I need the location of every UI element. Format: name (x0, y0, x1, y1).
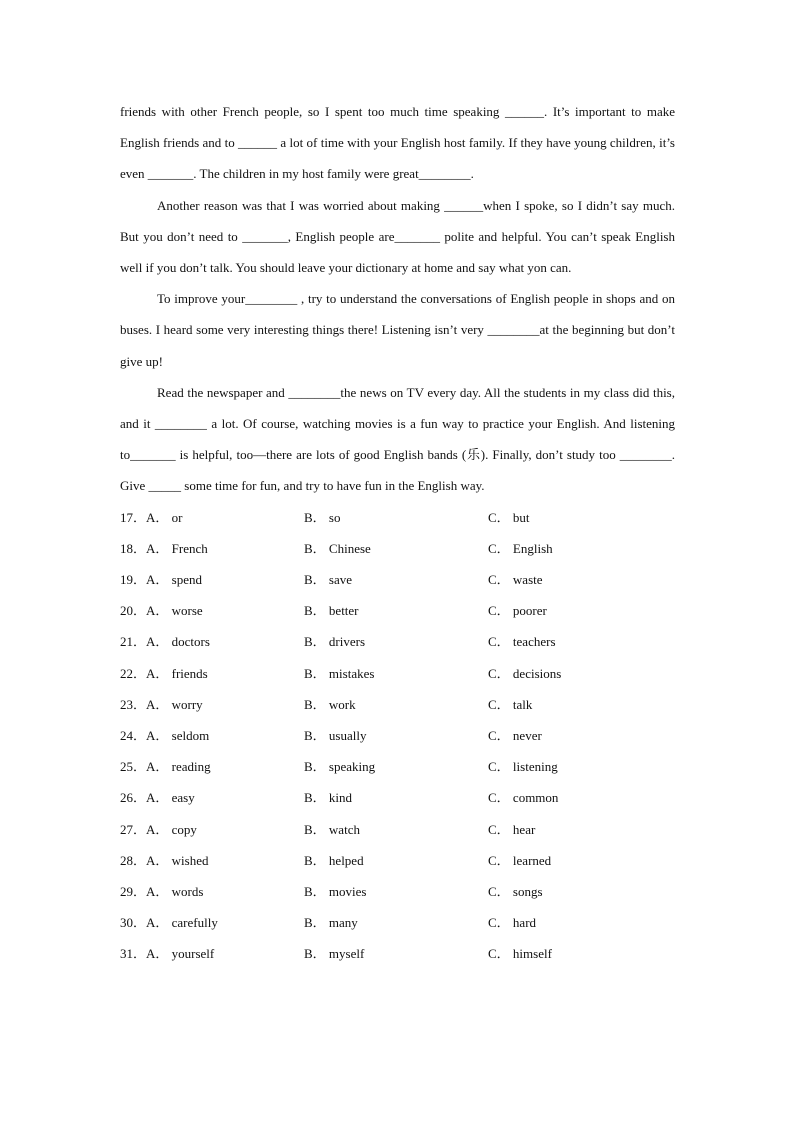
option-b: B． Chinese (304, 540, 371, 556)
question-row-17 (120, 502, 675, 533)
question-row-21 (120, 626, 675, 657)
option-c: C． hard (488, 915, 537, 931)
option-b: B． watch (304, 821, 360, 837)
option-a: A． spend (146, 572, 202, 588)
option-a: A． friends (146, 665, 208, 681)
question-number: 23． (120, 696, 147, 712)
option-c: C． listening (488, 759, 558, 775)
option-c: C． teachers (488, 634, 556, 650)
option-a: A． or (146, 509, 183, 525)
option-c: C． English (488, 540, 553, 556)
question-number: 22． (120, 665, 147, 681)
option-b: B． so (304, 509, 341, 525)
option-a: A． easy (146, 790, 195, 806)
option-b: B． helped (304, 852, 364, 868)
option-c: C． hear (488, 821, 536, 837)
document-page (120, 96, 675, 969)
question-number: 25． (120, 759, 147, 775)
option-b: B． drivers (304, 634, 366, 650)
option-b: B． kind (304, 790, 353, 806)
option-b: B． speaking (304, 759, 376, 775)
option-a: A． reading (146, 759, 211, 775)
question-number: 29． (120, 883, 147, 899)
question-row-25 (120, 751, 675, 782)
option-c: C． but (488, 509, 530, 525)
option-b: B． myself (304, 946, 365, 962)
option-c: C． songs (488, 883, 543, 899)
question-row-23 (120, 689, 675, 720)
option-b: B． better (304, 603, 359, 619)
question-number: 18． (120, 540, 147, 556)
option-c: C． poorer (488, 603, 547, 619)
question-row-24 (120, 720, 675, 751)
option-a: A． worry (146, 696, 203, 712)
option-a: A． yourself (146, 946, 215, 962)
option-b: B． many (304, 915, 358, 931)
question-number: 19． (120, 572, 147, 588)
question-row-29 (120, 876, 675, 907)
passage-paragraph-3: To improve your________ , try to understand the conversations of English people in shops and on buses. I heard some very interesting things there! Listening isn’t very ________at the beginning but don’t give up! (120, 291, 675, 369)
passage-paragraph-1: friends with other French people, so I spent too much time speaking ______. It’s important to make English friends and to ______ a lot of time with your English host family. If they have young children, it’s even _______. The children in my host family were great________. (120, 104, 675, 182)
option-c: C． waste (488, 572, 543, 588)
question-row-22 (120, 658, 675, 689)
option-c: C． learned (488, 852, 552, 868)
question-row-20 (120, 595, 675, 626)
option-a: A． worse (146, 603, 203, 619)
question-number: 31． (120, 946, 147, 962)
question-row-27 (120, 814, 675, 845)
option-a: A． carefully (146, 915, 218, 931)
option-a: A． French (146, 540, 208, 556)
question-row-26 (120, 782, 675, 813)
question-number: 27． (120, 821, 147, 837)
option-b: B． usually (304, 727, 367, 743)
question-row-30 (120, 907, 675, 938)
option-c: C． talk (488, 696, 533, 712)
question-number: 30． (120, 915, 147, 931)
option-c: C． himself (488, 946, 552, 962)
question-row-19 (120, 564, 675, 595)
question-options-list (120, 502, 675, 970)
option-b: B． work (304, 696, 356, 712)
option-a: A． wished (146, 852, 209, 868)
question-number: 17． (120, 509, 147, 525)
question-number: 21． (120, 634, 147, 650)
option-b: B． mistakes (304, 665, 375, 681)
option-a: A． words (146, 883, 204, 899)
question-number: 20． (120, 603, 147, 619)
option-c: C． decisions (488, 665, 562, 681)
option-b: B． save (304, 572, 353, 588)
option-a: A． doctors (146, 634, 210, 650)
option-a: A． copy (146, 821, 197, 837)
question-row-31 (120, 938, 675, 969)
option-a: A． seldom (146, 727, 210, 743)
question-number: 24． (120, 727, 147, 743)
option-c: C． never (488, 727, 542, 743)
option-b: B． movies (304, 883, 367, 899)
question-row-18 (120, 533, 675, 564)
option-c: C． common (488, 790, 559, 806)
question-number: 26． (120, 790, 147, 806)
question-row-28 (120, 845, 675, 876)
passage-paragraph-2: Another reason was that I was worried about making ______when I spoke, so I didn’t say much. But you don’t need to _______, English people are_______ polite and helpful. You can’t speak English well if you don’t talk. You should leave your dictionary at home and say what yon can. (120, 197, 675, 276)
question-number: 28． (120, 852, 147, 868)
passage-paragraph-4: Read the newspaper and ________the news on TV every day. All the students in my class did this, and it ________ a lot. Of course, watching movies is a fun way to practice your English. And listening to_______ is helpful, too—there are lots of good English bands (乐). Finally, don’t study too ________. Give _____ some time for fun, and try to have fun in the English way. (120, 384, 675, 494)
